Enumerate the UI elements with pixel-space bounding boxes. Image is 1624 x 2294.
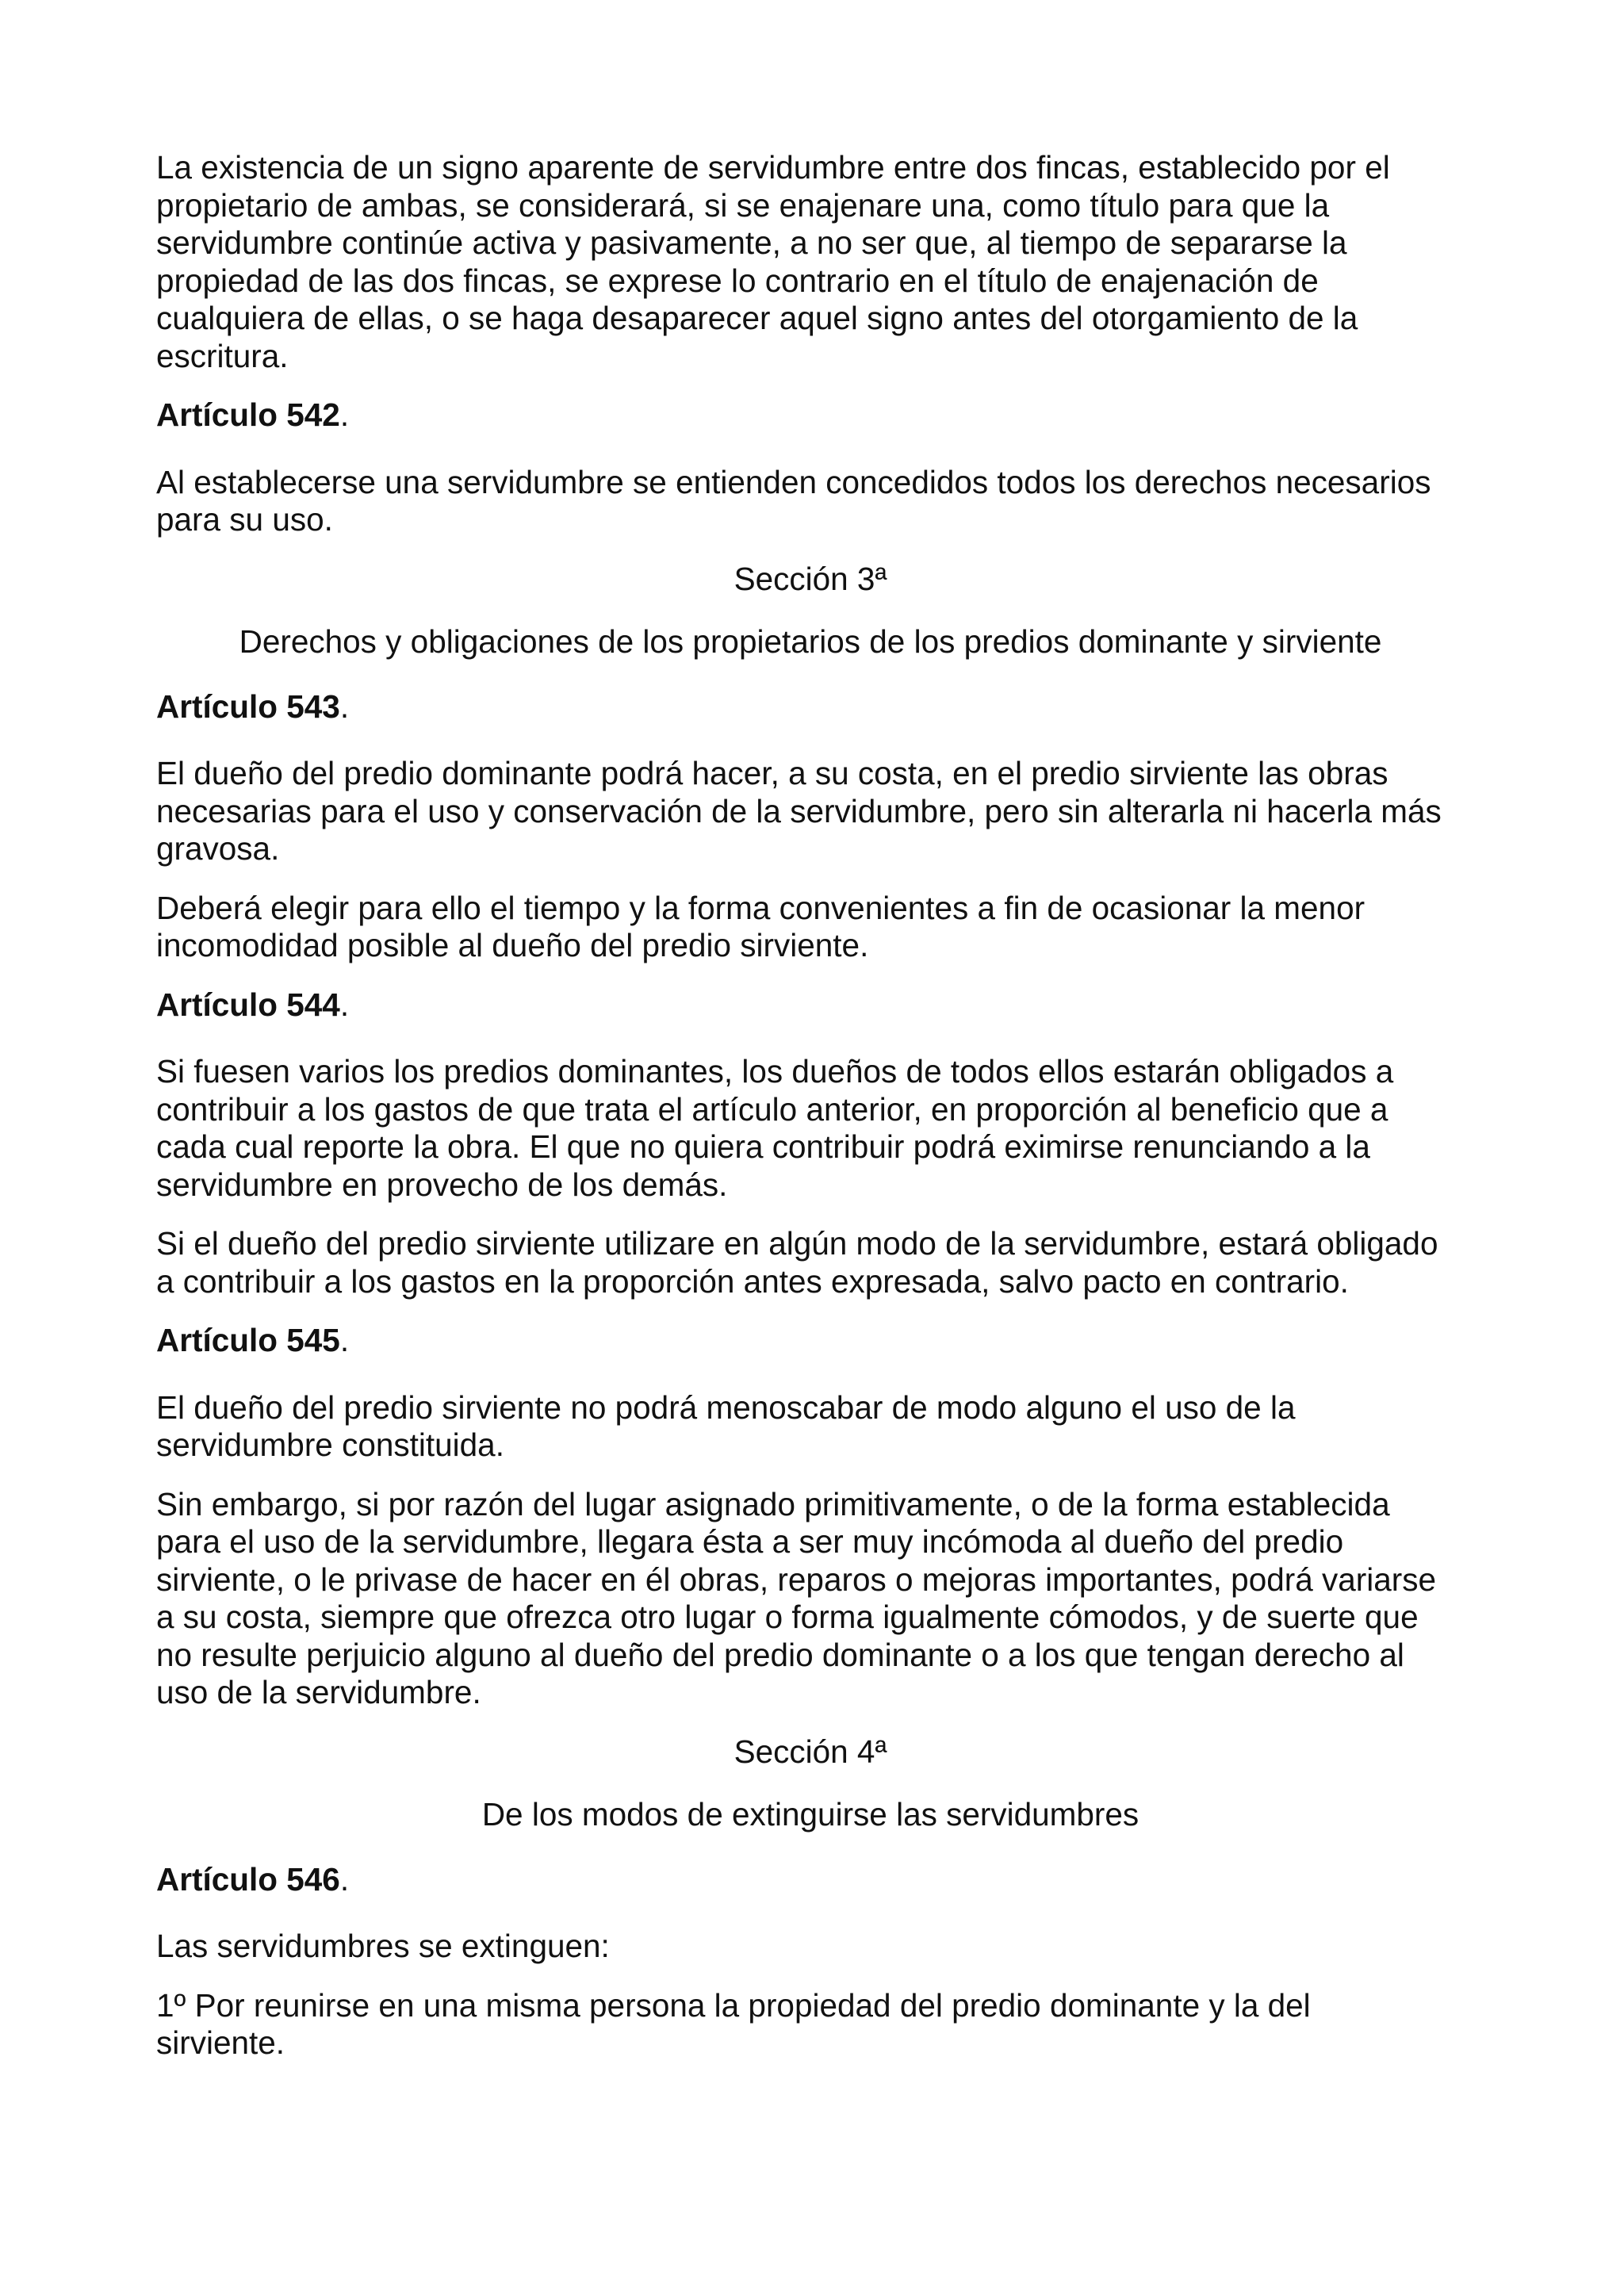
section-name: Derechos y obligaciones de los propietarios de los predios dominante y sirviente (239, 623, 1382, 660)
article-number: Artículo 543 (156, 687, 340, 725)
document-page (156, 149, 1465, 2084)
paragraph: Al establecerse una servidumbre se entienden concedidos todos los derechos necesarios para su uso. (156, 463, 1431, 538)
article-number: Artículo 542 (156, 396, 340, 433)
article-period: . (339, 687, 350, 725)
paragraph: El dueño del predio sirviente no podrá menoscabar de modo alguno el uso de la servidumbre constituida. (156, 1388, 1296, 1463)
paragraph: Si el dueño del predio sirviente utilizare en algún modo de la servidumbre, estará obligado a contribuir a los gastos en la proporción antes expresada, salvo pacto en contrario. (156, 1225, 1438, 1300)
paragraph: Sin embargo, si por razón del lugar asignado primitivamente, o de la forma establecida para el uso de la servidumbre, llegara ésta a ser muy incómoda al dueño del predio sirviente, o le privase de hacer en él obras, reparos o mejoras importantes, podrá variarse a su costa, siempre que ofrezca otro lugar o forma igualmente cómodos, y de suerte que no resulte perjuicio alguno al dueño del predio dominante o a los que tengan derecho al uso de la servidumbre. (156, 1485, 1437, 1710)
paragraph: Las servidumbres se extinguen: (156, 1928, 610, 1964)
article-period: . (339, 986, 350, 1023)
article-heading (156, 986, 1465, 1024)
article-heading (156, 1322, 1465, 1360)
section-name: De los modos de extinguirse las servidumbres (481, 1796, 1139, 1833)
section-title: Sección 4ª (733, 1733, 887, 1770)
article-number: Artículo 545 (156, 1322, 340, 1358)
article-heading (156, 688, 1465, 726)
paragraph: 1º Por reunirse en una misma persona la propiedad del predio dominante y la del sirviente. (156, 1986, 1311, 2061)
section-title: Sección 3ª (733, 560, 887, 597)
article-heading (156, 396, 1465, 435)
article-number: Artículo 544 (156, 986, 340, 1023)
article-period: . (339, 396, 350, 433)
article-period: . (339, 1860, 350, 1898)
article-period: . (339, 1322, 350, 1358)
paragraph: La existencia de un signo aparente de servidumbre entre dos fincas, establecido por el propietario de ambas, se considerará, si se enajenare una, como título para que la servidumbre continúe activa y pasivamente, a no ser que, al tiempo de separarse la propiedad de las dos fincas, se exprese lo contrario en el título de enajenación de cualquiera de ellas, o se haga desaparecer aquel signo antes del otorgamiento de la escritura. (156, 149, 1390, 374)
article-heading (156, 1861, 1465, 1899)
paragraph: Si fuesen varios los predios dominantes, los dueños de todos ellos estarán obligados a contribuir a los gastos de que trata el artículo anterior, en proporción al beneficio que a cada cual reporte la obra. El que no quiera contribuir podrá eximirse renunciando a la servidumbre en provecho de los demás. (156, 1053, 1394, 1203)
article-number: Artículo 546 (156, 1860, 340, 1898)
paragraph: El dueño del predio dominante podrá hacer, a su costa, en el predio sirviente las obras necesarias para el uso y conservación de la servidumbre, pero sin alterarla ni hacerla más gravosa. (156, 755, 1442, 867)
paragraph: Deberá elegir para ello el tiempo y la forma convenientes a fin de ocasionar la menor incomodidad posible al dueño del predio sirviente. (156, 889, 1365, 963)
